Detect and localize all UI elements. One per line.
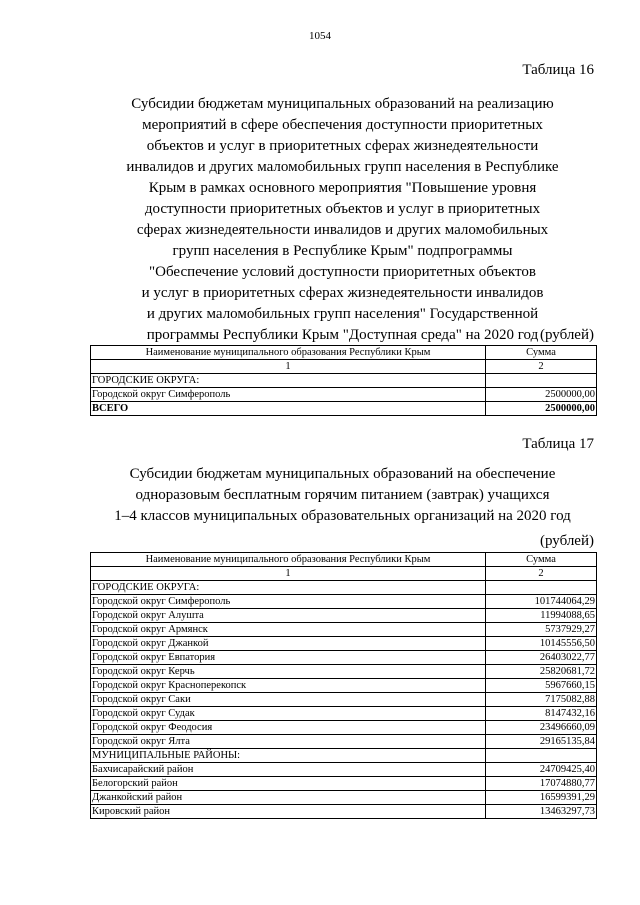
table-17	[90, 552, 597, 819]
empty-cell	[486, 374, 597, 388]
row-name: Городской округ Армянск	[91, 623, 486, 637]
section-label: ГОРОДСКИЕ ОКРУГА:	[91, 581, 486, 595]
row-sum: 17074880,77	[486, 777, 597, 791]
caption-line: "Обеспечение условий доступности приоритетных объектов	[149, 264, 536, 280]
column-number: 1	[91, 567, 486, 581]
caption-line: Субсидии бюджетам муниципальных образований на обеспечение	[129, 466, 556, 482]
table-row	[91, 388, 597, 402]
row-sum: 5967660,15	[486, 679, 597, 693]
row-name: Городской округ Ялта	[91, 735, 486, 749]
section-row	[91, 581, 597, 595]
table-17-units: (рублей)	[539, 533, 594, 549]
column-number-row	[91, 567, 597, 581]
caption-line: доступности приоритетных объектов и услуг в приоритетных	[144, 201, 541, 217]
row-sum: 25820681,72	[486, 665, 597, 679]
total-label: ВСЕГО	[91, 402, 486, 416]
table-row	[91, 791, 597, 805]
row-name: Джанкойский район	[91, 791, 486, 805]
table-row	[91, 637, 597, 651]
table-17-caption	[90, 464, 595, 527]
empty-cell	[486, 749, 597, 763]
table-header-row	[91, 346, 597, 360]
row-name: Городской округ Алушта	[91, 609, 486, 623]
header-cell-name: Наименование муниципального образования Республики Крым	[91, 553, 486, 567]
total-sum: 2500000,00	[486, 402, 597, 416]
caption-line: программы Республики Крым "Доступная среда" на 2020 год	[146, 327, 539, 343]
page-number: 1054	[309, 30, 331, 42]
table-row	[91, 805, 597, 819]
table-row	[91, 763, 597, 777]
row-sum: 2500000,00	[486, 388, 597, 402]
column-number: 1	[91, 360, 486, 374]
row-sum: 26403022,77	[486, 651, 597, 665]
row-name: Городской округ Евпатория	[91, 651, 486, 665]
row-name: Городской округ Судак	[91, 707, 486, 721]
row-sum: 13463297,73	[486, 805, 597, 819]
table-row	[91, 735, 597, 749]
empty-cell	[486, 581, 597, 595]
caption-line: сферах жизнедеятельности инвалидов и других маломобильных	[136, 222, 549, 238]
caption-line: Субсидии бюджетам муниципальных образований на реализацию	[131, 96, 554, 112]
table-row	[91, 707, 597, 721]
row-sum: 16599391,29	[486, 791, 597, 805]
caption-line: и других маломобильных групп населения" Государственной	[146, 306, 539, 322]
section-label: ГОРОДСКИЕ ОКРУГА:	[91, 374, 486, 388]
table-row	[91, 609, 597, 623]
row-name: Городской округ Симферополь	[91, 388, 486, 402]
row-name: Бахчисарайский район	[91, 763, 486, 777]
row-name: Городской округ Красноперекопск	[91, 679, 486, 693]
row-sum: 29165135,84	[486, 735, 597, 749]
table-16-caption	[90, 94, 595, 346]
row-sum: 11994088,65	[486, 609, 597, 623]
table-16-units: (рублей)	[539, 327, 594, 343]
row-sum: 5737929,27	[486, 623, 597, 637]
caption-line: 1–4 классов муниципальных образовательных организаций на 2020 год	[114, 508, 571, 524]
row-sum: 8147432,16	[486, 707, 597, 721]
caption-line: инвалидов и других маломобильных групп населения в Республике	[126, 159, 559, 175]
column-number: 2	[486, 360, 597, 374]
caption-line: групп населения в Республике Крым" подпрограммы	[172, 243, 513, 259]
column-number: 2	[486, 567, 597, 581]
section-row	[91, 749, 597, 763]
header-cell-sum: Сумма	[486, 346, 597, 360]
column-number-row	[91, 360, 597, 374]
table-row	[91, 679, 597, 693]
table-header-row	[91, 553, 597, 567]
table-row	[91, 721, 597, 735]
table-16	[90, 345, 597, 416]
caption-line: объектов и услуг в приоритетных сферах жизнедеятельности	[146, 138, 539, 154]
caption-line: Крым в рамках основного мероприятия "Повышение уровня	[148, 180, 537, 196]
row-name: Кировский район	[91, 805, 486, 819]
section-label: МУНИЦИПАЛЬНЫЕ РАЙОНЫ:	[91, 749, 486, 763]
caption-line: и услуг в приоритетных сферах жизнедеятельности инвалидов	[141, 285, 544, 301]
table-row	[91, 623, 597, 637]
row-name: Городской округ Джанкой	[91, 637, 486, 651]
table-16-label: Таблица 16	[522, 62, 594, 78]
row-name: Городской округ Саки	[91, 693, 486, 707]
caption-line: одноразовым бесплатным горячим питанием (завтрак) учащихся	[135, 487, 550, 503]
header-cell-sum: Сумма	[486, 553, 597, 567]
row-sum: 7175082,88	[486, 693, 597, 707]
row-name: Городской округ Симферополь	[91, 595, 486, 609]
table-row	[91, 665, 597, 679]
section-row	[91, 374, 597, 388]
table-row	[91, 777, 597, 791]
header-cell-name: Наименование муниципального образования Республики Крым	[91, 346, 486, 360]
row-sum: 24709425,40	[486, 763, 597, 777]
table-row	[91, 595, 597, 609]
row-name: Городской округ Керчь	[91, 665, 486, 679]
row-sum: 101744064,29	[486, 595, 597, 609]
row-sum: 10145556,50	[486, 637, 597, 651]
row-sum: 23496660,09	[486, 721, 597, 735]
table-row	[91, 651, 597, 665]
row-name: Белогорский район	[91, 777, 486, 791]
total-row	[91, 402, 597, 416]
row-name: Городской округ Феодосия	[91, 721, 486, 735]
caption-line: мероприятий в сфере обеспечения доступности приоритетных	[142, 117, 543, 133]
table-17-label: Таблица 17	[522, 436, 594, 452]
table-row	[91, 693, 597, 707]
